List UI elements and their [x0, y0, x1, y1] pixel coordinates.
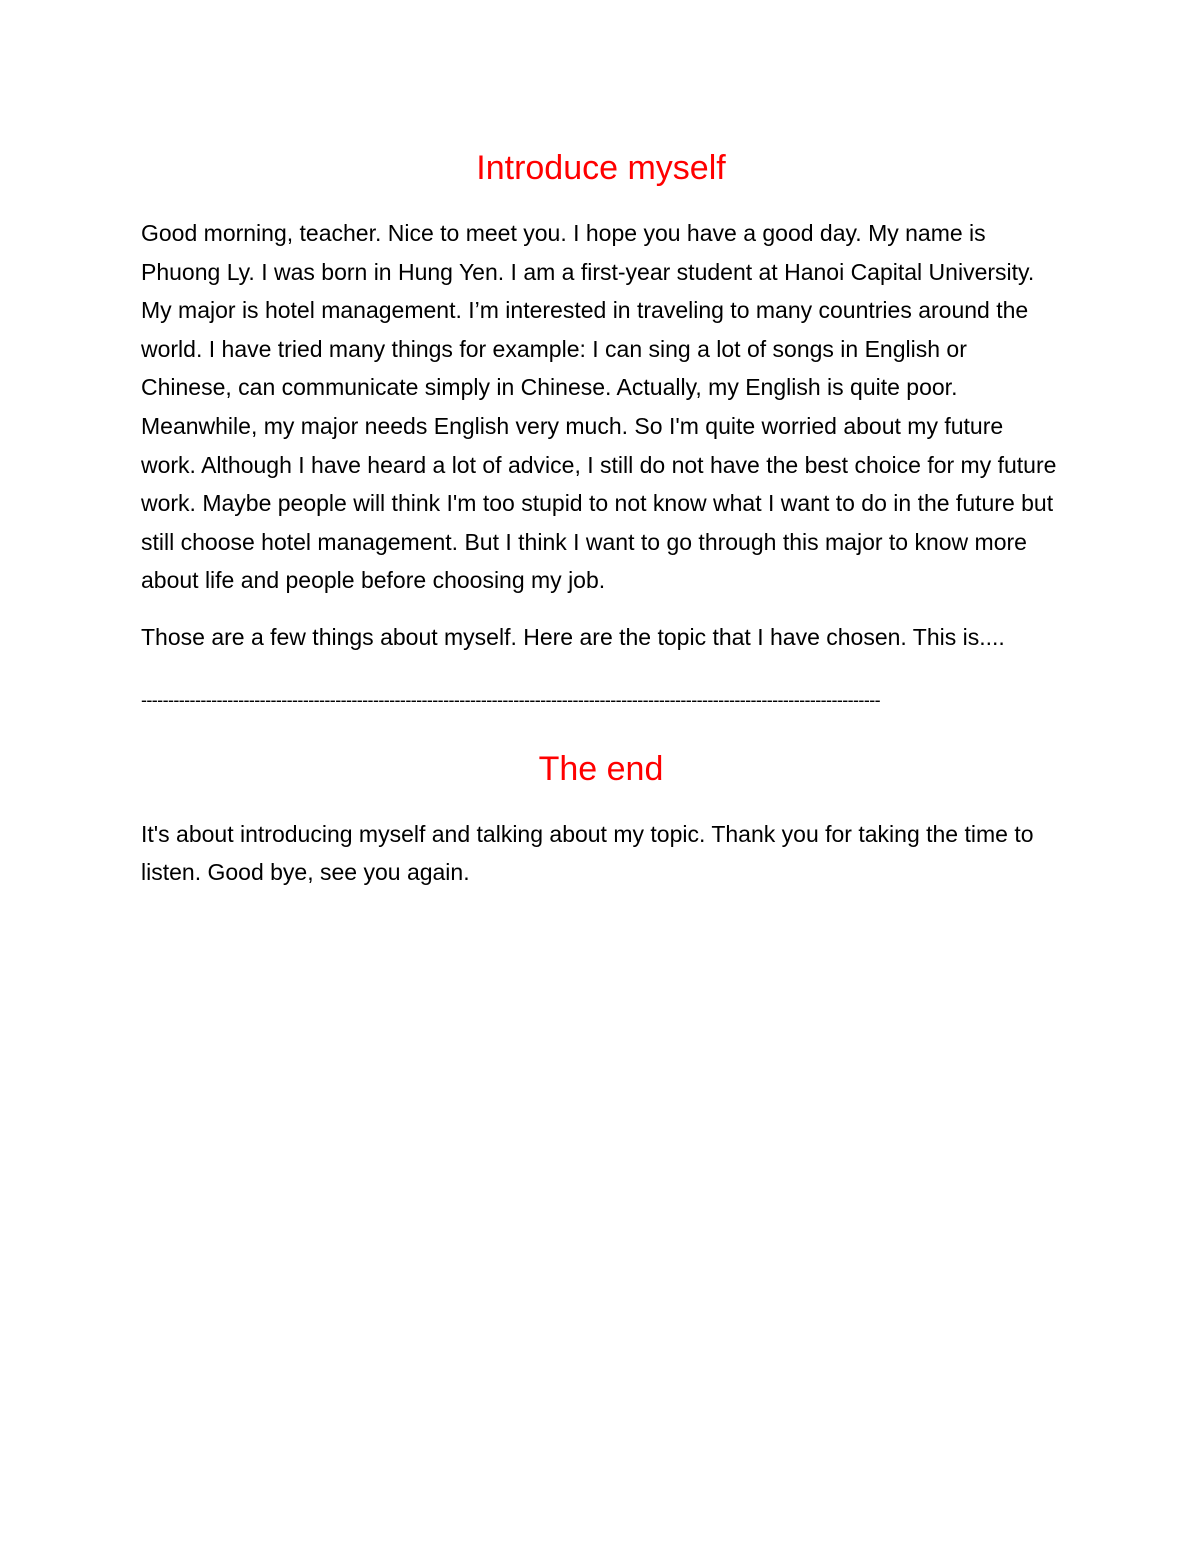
closing-paragraph: It's about introducing myself and talking about my topic. Thank you for taking the time to listen. Good bye, see you again. [141, 820, 1034, 886]
topic-lead-paragraph: Those are a few things about myself. Here are the topic that I have chosen. This is.... [141, 623, 1005, 650]
end-title: The end [538, 749, 664, 788]
dashed-divider: ----------------------------------------------------------------------------------------------------------------------------------------- [141, 689, 880, 710]
document-content [141, 146, 1061, 892]
intro-paragraph: Good morning, teacher. Nice to meet you. I hope you have a good day. My name is Phuong Ly. I was born in Hung Yen. I am a first-year student at Hanoi Capital University. My major is hotel management. I’m interested in traveling to many countries around the world. I have tried many things for example: I can sing a lot of songs in English or Chinese, can communicate simply in Chinese. Actually, my English is quite poor. Meanwhile, my major needs English very much. So I'm quite worried about my future work. Although I have heard a lot of advice, I still do not have the best choice for my future work. Maybe people will think I'm too stupid to not know what I want to do in the future but still choose hotel management. But I think I want to go through this major to know more about life and people before choosing my job. [141, 220, 1057, 594]
document-title: Introduce myself [476, 149, 726, 187]
